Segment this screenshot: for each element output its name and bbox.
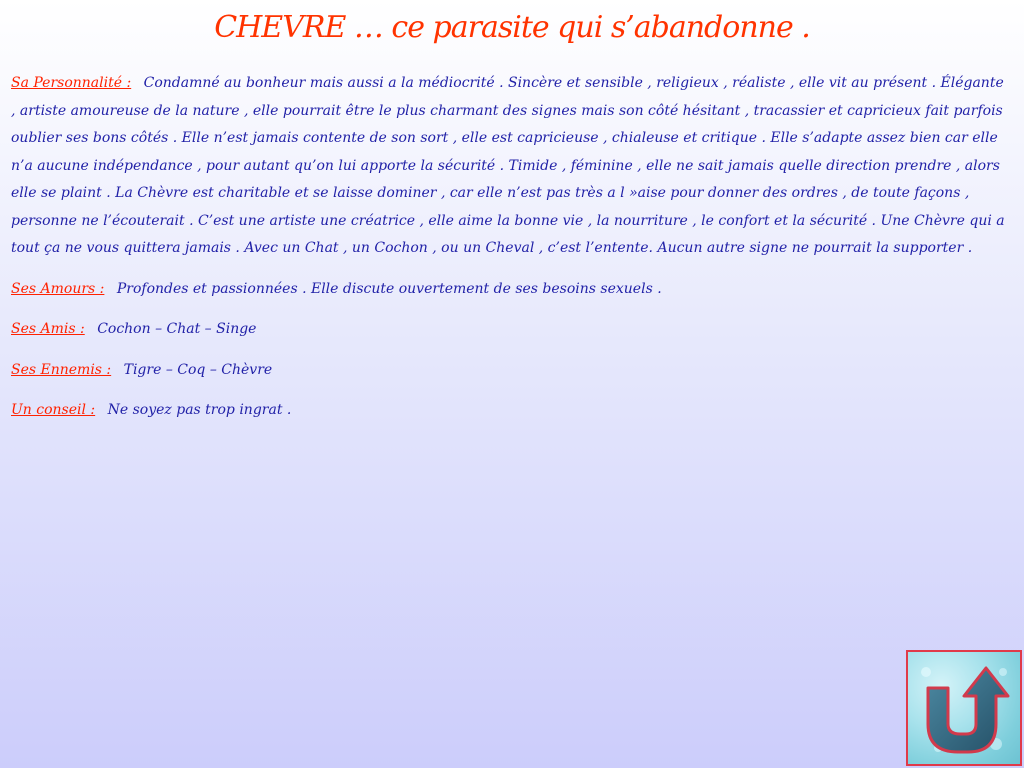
section-label: Un conseil : (11, 402, 96, 418)
section-text: Ne soyez pas trop ingrat . (107, 402, 292, 418)
section-conseil (11, 397, 1011, 425)
section-text: Cochon – Chat – Singe (97, 321, 257, 337)
section-amis (11, 316, 1011, 344)
section-label: Ses Amours : (11, 280, 105, 297)
section-text: Condamné au bonheur mais aussi a la médiocrité . Sincère et sensible , religieux , réaliste , elle vit au présent . Élégante , artiste amoureuse de la nature , elle pourrait être le plus charmant des signes mais son côté hésitant , tracassier et capricieux fait parfois oublier ses bons côtés . Elle n’est jamais contente de son sort , elle est capricieuse , chialeuse et critique . Elle s’adapte assez bien car elle n’a aucune indépendance , pour autant qu’on lui apporte la sécurité . Timide , féminine , elle ne sait jamais quelle direction prendre , alors elle se plaint . La Chèvre est charitable et se laisse dominer , car elle n’est pas très a l »aise pour donner des ordres , de toute façons , personne ne l’écouterait . C’est une artiste une créatrice , elle aime la bonne vie , la nourriture , le confort et la sécurité . Une Chèvre qui a tout ça ne vous quittera jamais . Avec un Chat , un Cochon , ou un Cheval , c’est l’entente. Aucun autre signe ne pourrait la supporter . (11, 75, 1005, 256)
slide-content (11, 70, 1011, 438)
slide-title: CHEVRE … ce parasite qui s’abandonne . (214, 10, 810, 45)
section-ennemis (11, 357, 1011, 385)
section-text: Profondes et passionnées . Elle discute ouvertement de ses besoins sexuels . (116, 280, 662, 297)
return-button[interactable] (906, 650, 1022, 766)
u-turn-return-arrow-icon (908, 652, 1020, 764)
section-label: Ses Ennemis : (11, 361, 112, 378)
section-amours (11, 276, 1011, 304)
section-label: Sa Personnalité : (11, 75, 132, 91)
section-personnalite (11, 70, 1011, 263)
section-label: Ses Amis : (11, 321, 85, 337)
section-text: Tigre – Coq – Chèvre (123, 361, 273, 378)
